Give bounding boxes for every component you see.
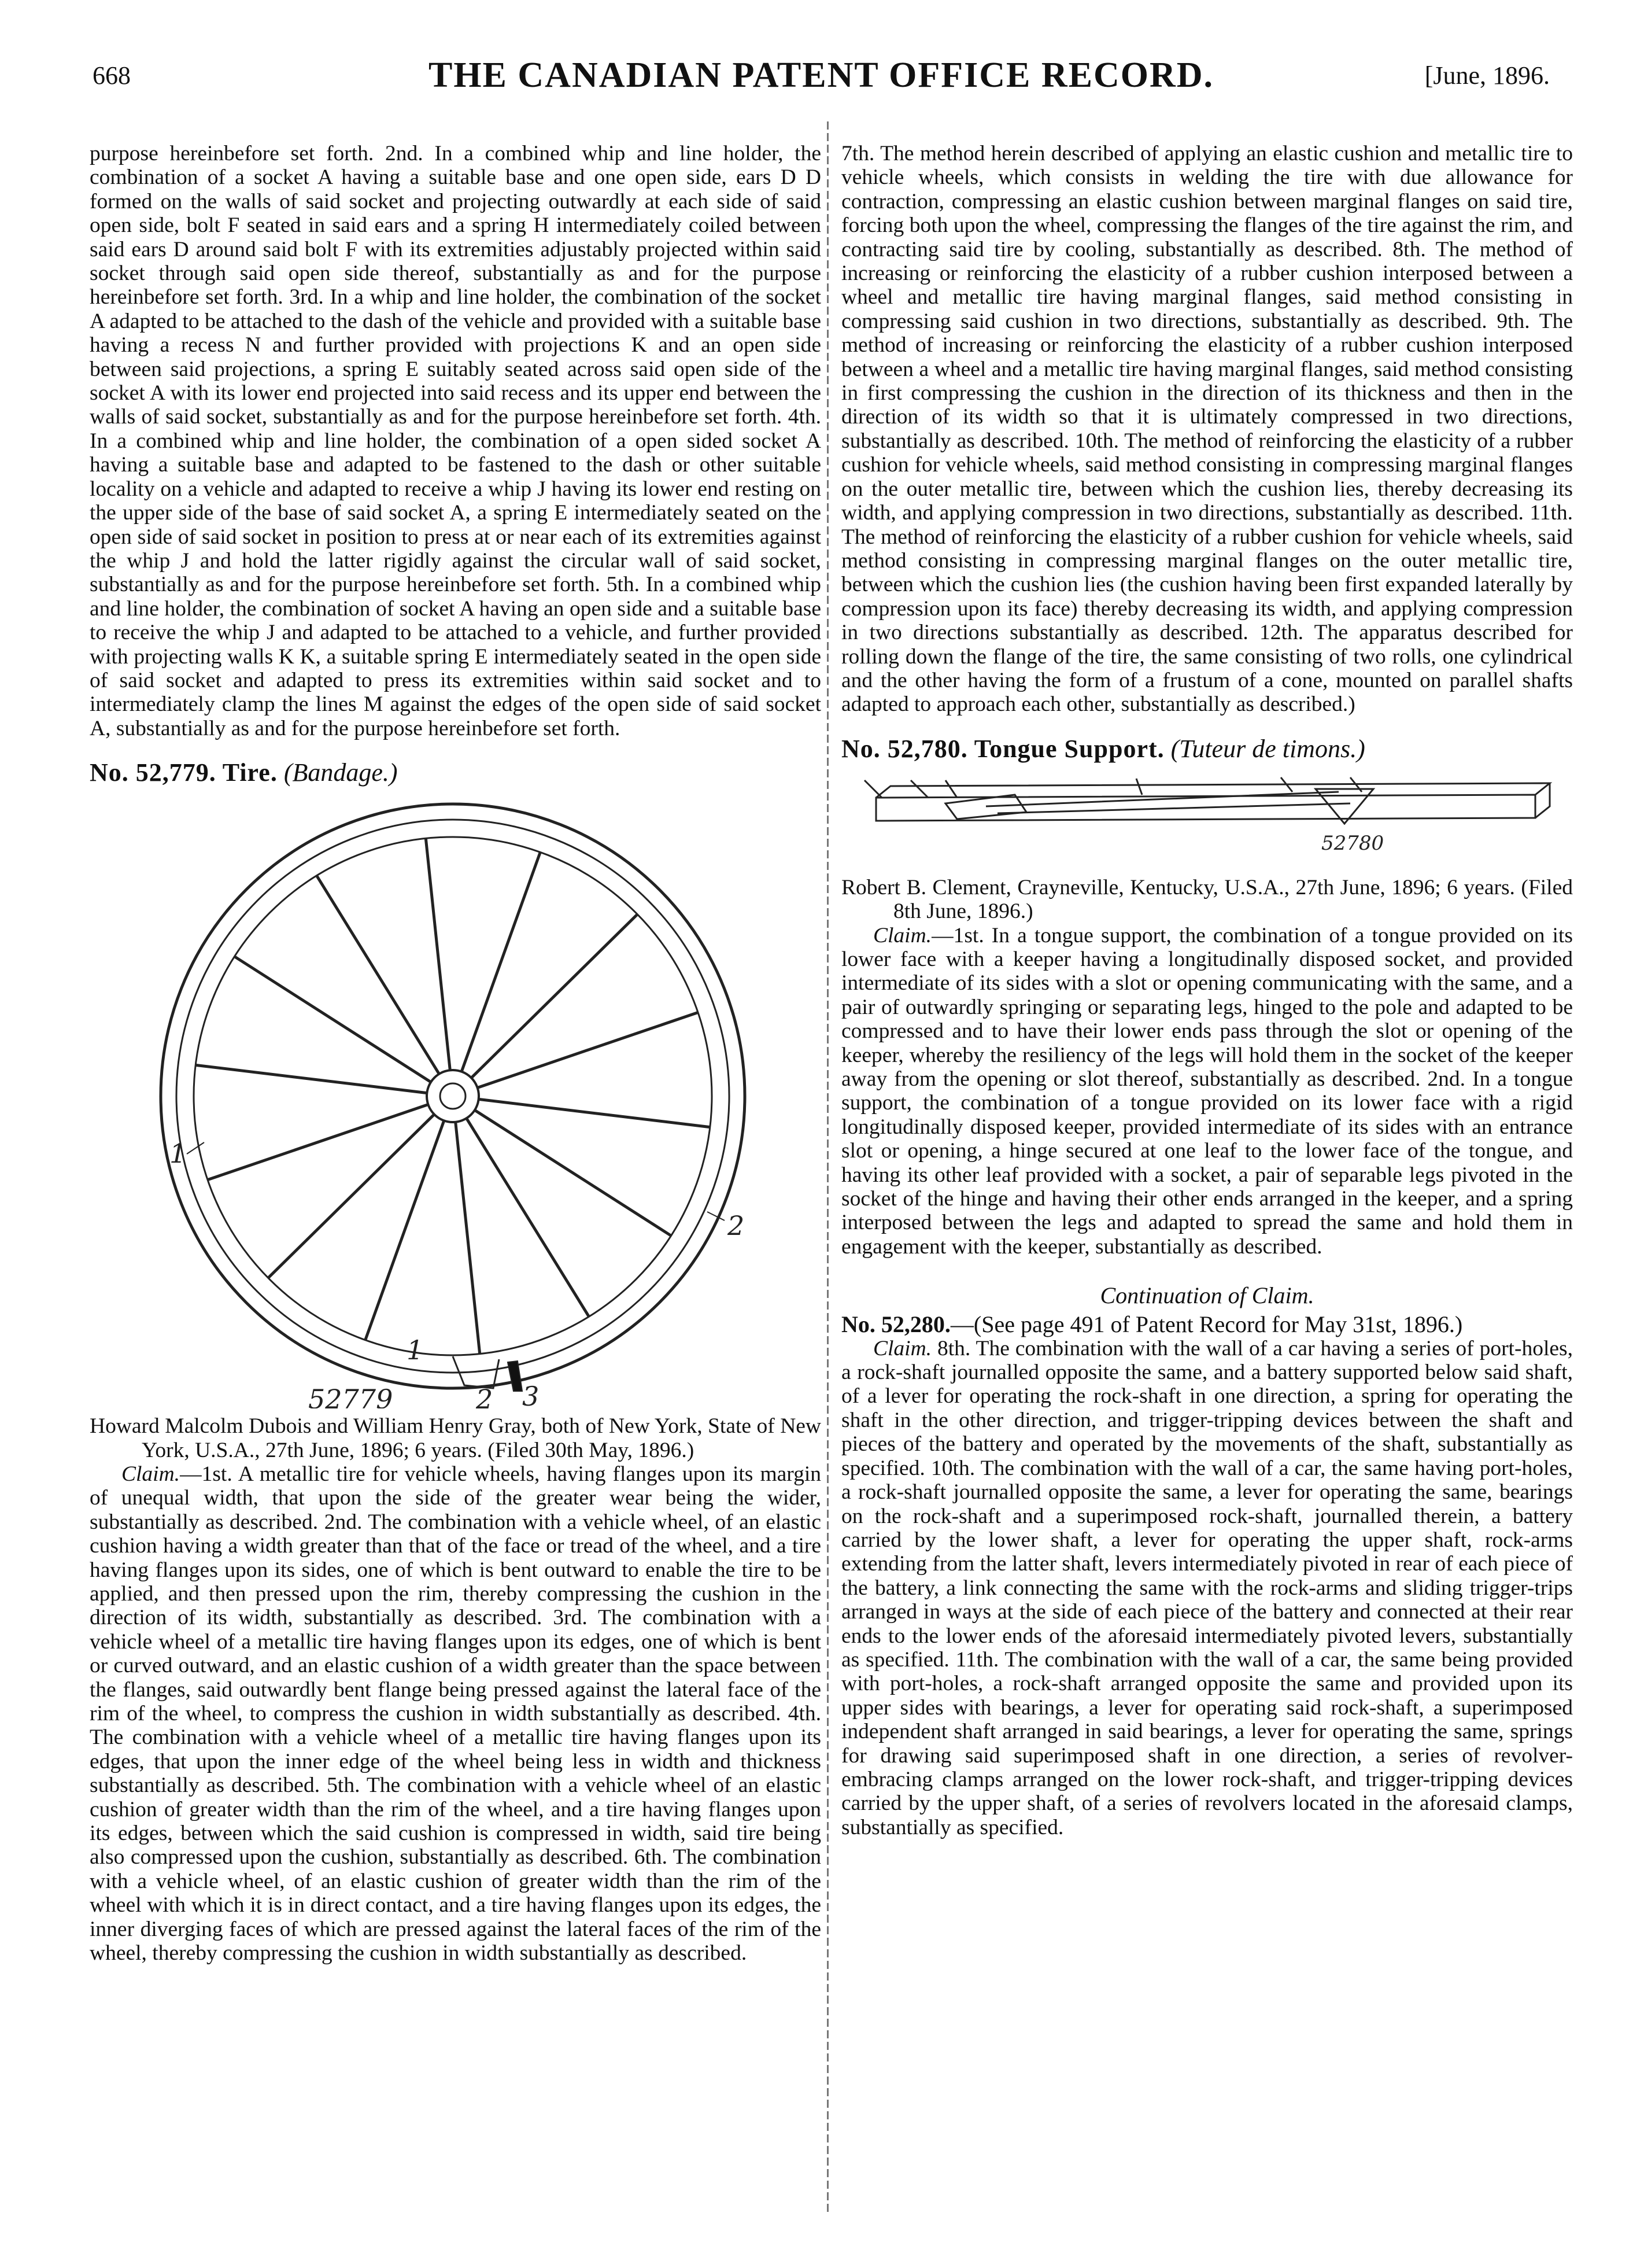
patent-french-title: (Bandage.) [283, 758, 398, 787]
figure-label-1: 1 [169, 1138, 186, 1170]
claim-label: Claim. [121, 1462, 180, 1486]
figure-label-2b: 2 [475, 1384, 493, 1409]
previous-claim-continuation: purpose hereinbefore set forth. 2nd. In a combined whip and line holder, the combination of a socket A having a suitable base and one open side, ears D D formed on the walls of said socket and projecting outwardly at each side of said open side, bolt F seated in said ears and a spring H intermediately coiled between said ears D around said bolt F with its extremities adjustably projected within said socket through said open side thereof, substantially as and for the purpose hereinbefore set forth. 3rd. In a whip and line holder, the combination of the socket A adapted to be attached to the dash of the vehicle and provided with a suitable base having a recess N and further provided with projections K and an open side between said projections, a spring E suitably seated across said open side of the socket A with its lower end projected into said recess and its upper end between the walls of said socket, substantially as and for the purpose hereinbefore set forth. 4th. In a combined whip and line holder, the combination of a open sided socket A having a suitable base and adapted to be fastened to the dash or other suitable locality on a vehicle and adapted to receive a whip J having its lower end resting on the upper side of the base of said socket A, a spring E intermediately seated on the open side of said socket in position to press at or near each of its extremities against the whip J and hold the latter rigidly against the circular wall of said socket, substantially as and for the purpose hereinbefore set forth. 5th. In a combined whip and line holder, the combination of socket A having an open side and a suitable base to receive the whip J and adapted to be attached to a vehicle, and further provided with projecting walls K K, a suitable spring E intermediately seated in the open side of said socket and adapted to press its extremities within said socket and to intermediately clamp the lines M against the edges of the open side of said socket A, substantially as and for the purpose hereinbefore set forth. [90, 142, 821, 740]
wheel-spoke [461, 852, 540, 1071]
patent-french-title: (Tuteur de timons.) [1170, 734, 1365, 763]
patent-52780-claim [841, 924, 1573, 1259]
wheel-spoke [316, 876, 439, 1074]
patent-52779-inventors: Howard Malcolm Dubois and William Henry Gray, both of New York, State of New York, U.S.A., 27th June, 1896; 6 years. (Filed 30th May, 1896.) [90, 1414, 821, 1462]
wheel-spoke [195, 1065, 427, 1093]
wheel-spoke [477, 1012, 697, 1087]
claim-text: —1st. In a tongue support, the combination of a tongue provided on its lower face with a keeper having a longitudinally disposed socket, and provided intermediate of its sides with a slot or opening communicating with the same, and a pair of outwardly springing or separating legs, hinged to the pole and adapted to be compressed and to have their lower ends pass through the slot or opening of the keeper, whereby the resiliency of the legs will hold them in the socket of the keeper away from the opening or slot thereof, substantially as described. 2nd. In a tongue support, the combination of a tongue provided on its lower face with a rigid longitudinally disposed keeper, provided intermediate of its sides with an entrance slot or opening, a hinge secured at one leaf to the lower face of the tongue, and having its other leaf provided with a socket, a pair of separable legs pivoted in the socket of the hinge and having their other ends arranged in the keeper, and a spring interposed between the legs and adapted to spread the same and hold them in engagement with the keeper, substantially as described. [841, 923, 1573, 1259]
wheel-spoke [365, 1121, 444, 1340]
wheel-tire-outer [161, 804, 745, 1388]
figure-caption: 52780 [1321, 831, 1384, 855]
left-column [90, 142, 821, 1965]
patent-number: No. 52,780. [841, 734, 968, 763]
tongue-support-figure [841, 772, 1570, 858]
continuation-heading: Continuation of Claim. [1100, 1282, 1314, 1309]
issue-date: [June, 1896. [1424, 61, 1550, 90]
right-column [841, 142, 1573, 1839]
claim-label: Claim. [873, 1336, 932, 1360]
patent-52780-inventors: Robert B. Clement, Crayneville, Kentucky, U.S.A., 27th June, 1896; 6 years. (Filed 8th June, 1896.) [841, 875, 1573, 924]
patent-number: No. 52,779. [90, 758, 216, 787]
figure-label-1b: 1 [406, 1334, 423, 1366]
page-reference: —(See page 491 of Patent Record for May 31st, 1896.) [950, 1311, 1463, 1338]
patent-52280-reference [841, 1312, 1573, 1336]
wheel-felloe-inner [194, 837, 712, 1355]
claim-text: 8th. The combination with the wall of a car having a series of port-holes, a rock-shaft journalled opposite the same, and a battery supported below said shaft, of a lever for operating the rock-shaft in one direction, a spring for operating the shaft in the other direction, and trigger-tripping devices between the shaft and pieces of the battery and operated by the movements of the shaft, substantially as specified. 10th. The combination with the wall of a car, the same having port-holes, a rock-shaft journalled opposite the same, a lever for operating the same, bearings on the rock-shaft and a superimposed rock-shaft, journalled therein, a battery carried by the lower shaft, a lever for operating the upper shaft, rock-arms extending from the latter shaft, levers intermediately pivoted in rear of each piece of the battery, a link connecting the same with the rock-arms and sliding trigger-trips arranged in ways at the side of each piece of the battery and connected at their rear ends to the lower ends of the aforesaid intermediately pivoted levers, substantially as specified. 11th. The combination with the wall of a car, the same being provided with port-holes, a rock-shaft arranged opposite the same and provided upon its upper sides with bearings, a lever for operating said rock-shaft, a superimposed independent shaft arranged in said bearings, a lever for operating the same, springs for drawing said superimposed shaft in one direction, a series of revolver-embracing clamps arranged on the lower rock-shaft, and trigger-tripping devices carried by the upper shaft, of a series of revolvers located in the aforesaid clamps, substantially as specified. [841, 1336, 1573, 1839]
claim-text: —1st. A metallic tire for vehicle wheels, having flanges upon its margin of unequal width, that upon the side of the greater wear being the wider, substantially as described. 2nd. The combination with a vehicle wheel, of an elastic cushion having a width greater than that of the face or tread of the wheel, and a tire having flanges upon its sides, one of which is bent outward to enable the tire to be applied, and then pressed upon the rim, thereby compressing the cushion in the direction of its width, substantially as described. 3rd. The combination with a vehicle wheel of a metallic tire having flanges upon its edges, one of which is bent or curved outward, and an elastic cushion of a width greater than the space between the flanges, said outwardly bent flange being pressed against the lateral face of the rim of the wheel, to compress the cushion in width substantially as described. 4th. The combination with a vehicle wheel of a metallic tire having flanges upon its edges, that upon the inner edge of the wheel being less in width and thickness substantially as described. 5th. The combination with a vehicle wheel of an elastic cushion of greater width than the rim of the wheel, and a tire having flanges upon its edges, between which the said cushion is compressed in width, said tire being also compressed upon the cushion, substantially as described. 6th. The combination with a vehicle wheel, of an elastic cushion of greater width than the rim of the wheel with which it is in direct contact, and a tire having flanges upon its edges, the inner diverging faces of which are pressed against the lateral faces of the rim of the wheel, thereby compressing the cushion in width substantially as described. [90, 1462, 821, 1965]
wheel-spoke [471, 914, 637, 1078]
patent-number: No. 52,280. [841, 1311, 951, 1338]
patent-title: Tongue Support. [974, 734, 1165, 763]
wheel-spokes [195, 839, 710, 1354]
column-divider [827, 121, 829, 2215]
patent-52779-claim [90, 1462, 821, 1965]
tongue-keeper [945, 795, 1026, 819]
page-header [93, 55, 1550, 107]
wheel-spoke [478, 1100, 710, 1127]
patent-title: Tire. [222, 758, 278, 787]
wheel-figure [152, 795, 759, 1408]
wheel-hub-axle [440, 1083, 466, 1109]
wheel-spoke [474, 1110, 671, 1236]
wheel-spoke [455, 1122, 479, 1354]
patent-52280-claim [841, 1337, 1573, 1840]
figure-label-3: 3 [522, 1381, 539, 1409]
figure-label-2: 2 [727, 1210, 744, 1242]
wheel-spoke [234, 957, 431, 1082]
wheel-spoke [268, 1115, 434, 1278]
claim-continuation-7th-12th: 7th. The method herein described of applying an elastic cushion and metallic tire to vehicle wheels, which consists in welding the tire with due allowance for contraction, compressing an elastic cushion between marginal flanges on said tire, forcing both upon the wheel, compressing the flanges of the tire against the rim, and contracting said tire by cooling, substantially as described. 8th. The method of increasing or reinforcing the elasticity of a rubber cushion interposed between a wheel and metallic tire having marginal flanges, said method consisting in compressing said cushion in two directions, substantially as described. 9th. The method of increasing or reinforcing the elasticity of a rubber cushion interposed between a wheel and a metallic tire having marginal flanges, said method consisting in first compressing the cushion in the direction of its thickness and then in the direction of its width so that it is ultimately compressed in two directions, substantially as described. 10th. The method of reinforcing the elasticity of a rubber cushion for vehicle wheels, said method consisting in compressing marginal flanges on the outer metallic tire, between which the cushion lies, thereby decreasing its width, and applying compression in two directions, substantially as described. 11th. The method of reinforcing the elasticity of a rubber cushion for vehicle wheels, said method consisting in compressing marginal flanges on the outer metallic tire, between which the cushion lies (the cushion having been first expanded laterally by compression upon its face) thereby decreasing its width, and applying compression in two directions substantially as described. 12th. The apparatus described for rolling down the flange of the tire, the same consisting of two rolls, one cylindrical and the other having the form of a frustum of a cone, mounted on parallel shafts adapted to approach each other, substantially as described.) [841, 142, 1573, 717]
claim-label: Claim. [873, 923, 932, 947]
wheel-hub [427, 1070, 479, 1122]
patent-52780-heading [841, 734, 1573, 764]
wheel-spoke [207, 1105, 427, 1180]
wheel-spoke [426, 839, 450, 1071]
tire-cross-section [508, 1361, 522, 1391]
figure-caption: 52779 [308, 1384, 393, 1409]
patent-52779-heading [90, 758, 821, 787]
page-number: 668 [93, 61, 131, 90]
wheel-tire-inner [176, 820, 729, 1373]
wheel-spoke [466, 1118, 589, 1316]
journal-title: THE CANADIAN PATENT OFFICE RECORD. [428, 56, 1214, 95]
